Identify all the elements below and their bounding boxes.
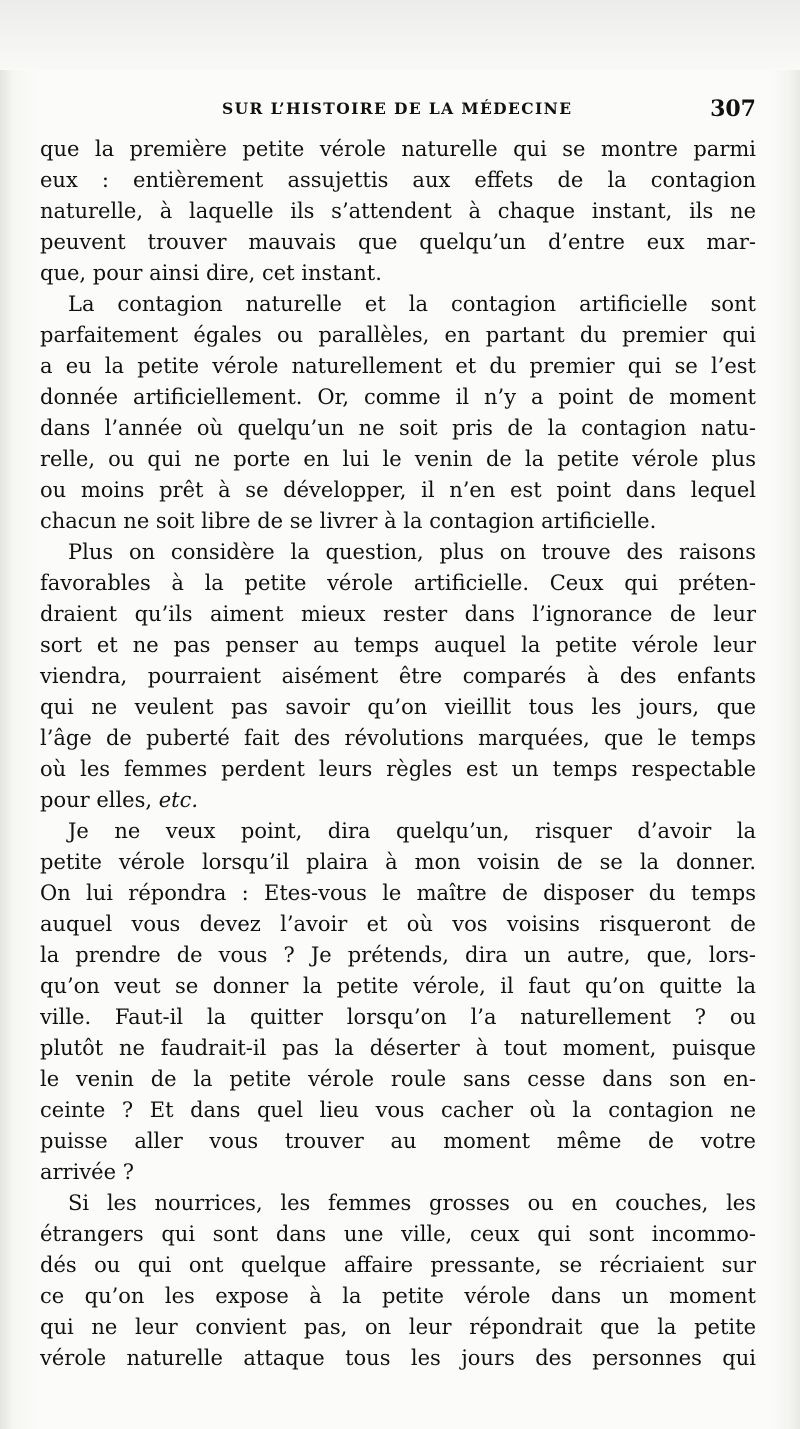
text-line: auquel vous devez l’avoir et où vos voisins risqueront de: [40, 912, 756, 936]
text-line: dans l’année où quelqu’un ne soit pris de la contagion natu-: [40, 416, 756, 440]
text-line: favorables à la petite vérole artificielle. Ceux qui préten-: [40, 571, 756, 595]
text-line: peuvent trouver mauvais que quelqu’un d’entre eux mar-: [40, 230, 756, 254]
text-segment: pour elles,: [40, 788, 159, 812]
page-header: [40, 97, 756, 127]
italic-abbreviation: etc.: [158, 788, 199, 812]
text-line: où les femmes perdent leurs règles est un temps respectable: [40, 757, 756, 781]
text-line: ou moins prêt à se développer, il n’en est point dans lequel: [40, 478, 756, 502]
text-line: puisse aller vous trouver au moment même de votre: [40, 1129, 756, 1153]
text-line: Je ne veux point, dira quelqu’un, risquer d’avoir la: [68, 819, 756, 843]
text-line: arrivée ?: [40, 1160, 134, 1184]
paragraph: [40, 1188, 756, 1374]
text-line: [40, 785, 756, 816]
text-line: donnée artificiellement. Or, comme il n’y a point de moment: [40, 385, 756, 409]
text-line: plutôt ne faudrait-il pas la déserter à tout moment, puisque: [40, 1036, 756, 1060]
text-line: qu’on veut se donner la petite vérole, il faut qu’on quitte la: [40, 974, 756, 998]
text-line: qui ne veulent pas savoir qu’on vieillit tous les jours, que: [40, 695, 756, 719]
running-head: SUR L’HISTOIRE DE LA MÉDECINE: [222, 99, 573, 118]
page-number: 307: [710, 96, 756, 122]
text-line: la prendre de vous ? Je prétends, dira un autre, que, lors-: [40, 943, 756, 967]
text-line: qui ne leur convient pas, on leur répondrait que la petite: [40, 1315, 756, 1339]
paragraph: [40, 289, 756, 537]
paragraph: [40, 537, 756, 816]
text-line: le venin de la petite vérole roule sans cesse dans son en-: [40, 1067, 756, 1091]
text-line: Si les nourrices, les femmes grosses ou en couches, les: [68, 1191, 756, 1215]
text-line: La contagion naturelle et la contagion artificielle sont: [68, 292, 756, 316]
text-line: ceinte ? Et dans quel lieu vous cacher où la contagion ne: [40, 1098, 756, 1122]
body-text: [40, 134, 756, 1374]
text-line: naturelle, à laquelle ils s’attendent à chaque instant, ils ne: [40, 199, 756, 223]
paragraph: [40, 816, 756, 1188]
text-line: étrangers qui sont dans une ville, ceux qui sont incommo-: [40, 1222, 756, 1246]
text-line: vérole naturelle attaque tous les jours des personnes qui: [40, 1346, 756, 1370]
text-line: l’âge de puberté fait des révolutions marquées, que le temps: [40, 726, 756, 750]
text-line: relle, ou qui ne porte en lui le venin de la petite vérole plus: [40, 447, 756, 471]
text-line: sort et ne pas penser au temps auquel la petite vérole leur: [40, 633, 756, 657]
text-line: parfaitement égales ou parallèles, en partant du premier qui: [40, 323, 756, 347]
text-line: Plus on considère la question, plus on trouve des raisons: [68, 540, 756, 564]
text-line: draient qu’ils aiment mieux rester dans l’ignorance de leur: [40, 602, 756, 626]
text-line: viendra, pourraient aisément être comparés à des enfants: [40, 664, 756, 688]
text-line: a eu la petite vérole naturellement et du premier qui se l’est: [40, 354, 756, 378]
text-line: que la première petite vérole naturelle qui se montre parmi: [40, 137, 756, 161]
paragraph: [40, 134, 756, 289]
text-line: ce qu’on les expose à la petite vérole dans un moment: [40, 1284, 756, 1308]
text-line: On lui répondra : Etes-vous le maître de disposer du temps: [40, 881, 756, 905]
text-line: eux : entièrement assujettis aux effets de la contagion: [40, 168, 756, 192]
text-line: que, pour ainsi dire, cet instant.: [40, 261, 382, 285]
text-line: petite vérole lorsqu’il plaira à mon voisin de se la donner.: [40, 850, 756, 874]
text-line: ville. Faut-il la quitter lorsqu’on l’a naturellement ? ou: [40, 1005, 756, 1029]
text-line: chacun ne soit libre de se livrer à la contagion artificielle.: [40, 509, 657, 533]
page-margin-shade: [0, 0, 800, 70]
text-line: dés ou qui ont quelque affaire pressante, se récriaient sur: [40, 1253, 756, 1277]
